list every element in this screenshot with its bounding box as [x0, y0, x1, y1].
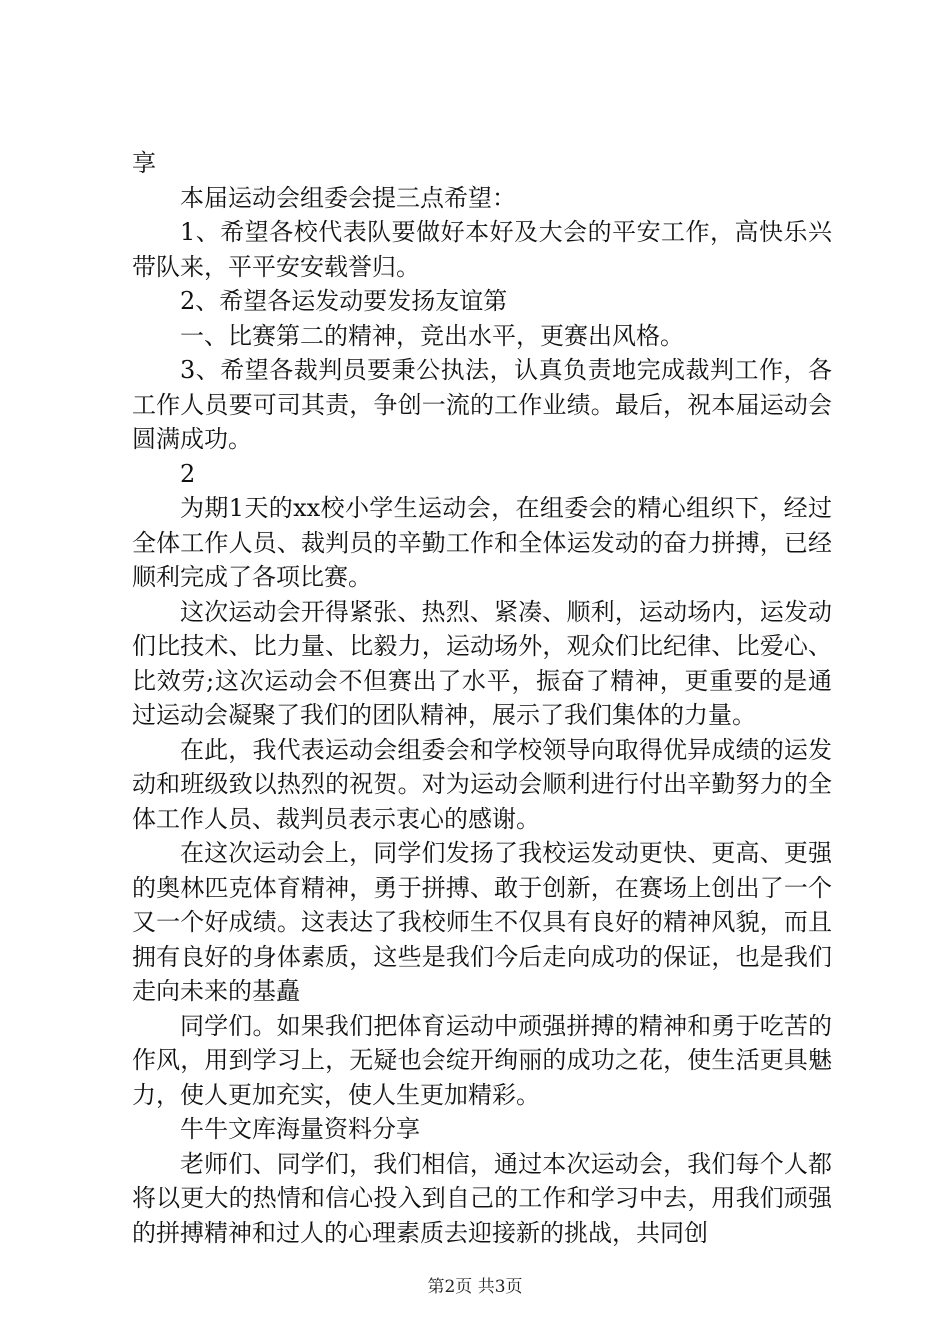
paragraph: 为期1天的xx校小学生运动会，在组委会的精心组织下，经过全体工作人员、裁判员的辛勤工作和全体运发动的奋力拼搏，已经顺利完成了各项比赛。	[132, 494, 832, 591]
paragraph: 本届运动会组委会提三点希望：	[180, 183, 516, 212]
paragraph: 1、希望各校代表队要做好本好及大会的平安工作，高快乐兴带队来，平平安安载誉归。	[132, 218, 832, 281]
paragraph: 2、希望各运发动要发扬友谊第	[180, 287, 508, 315]
paragraph: 2	[180, 459, 196, 488]
paragraph: 同学们。如果我们把体育运动中顽强拼搏的精神和勇于吃苦的作风，用到学习上，无疑也会绽开绚丽的成功之花，使生活更具魅力，使人更加充实，使人生更加精彩。	[132, 1011, 832, 1109]
page-footer	[0, 1272, 950, 1297]
paragraph: 这次运动会开得紧张、热烈、紧凑、顺利，运动场内，运发动们比技术、比力量、比毅力，运动场外，观众们比纪律、比爱心、比效劳;这次运动会不但赛出了水平，振奋了精神，更重要的是通过运动会凝聚了我们的团队精神，展示了我们集体的力量。	[132, 597, 832, 729]
paragraph: 3、希望各裁判员要秉公执法，认真负责地完成裁判工作，各工作人员要可司其责，争创一流的工作业绩。最后，祝本届运动会圆满成功。	[132, 356, 832, 453]
paragraph: 老师们、同学们，我们相信，通过本次运动会，我们每个人都将以更大的热情和信心投入到自己的工作和学习中去，用我们顽强的拼搏精神和过人的心理素质去迎接新的挑战，共同创	[132, 1149, 832, 1247]
paragraph: 享	[132, 149, 156, 177]
document-body	[132, 146, 832, 1250]
paragraph: 一、比赛第二的精神，竞出水平，更赛出风格。	[180, 321, 684, 350]
page-number-label: 第2页 共3页	[427, 1277, 523, 1297]
paragraph: 在此，我代表运动会组委会和学校领导向取得优异成绩的运发动和班级致以热烈的祝贺。对为运动会顺利进行付出辛勤努力的全体工作人员、裁判员表示衷心的感谢。	[132, 735, 832, 833]
paragraph: 牛牛文库海量资料分享	[180, 1115, 420, 1143]
paragraph: 在这次运动会上，同学们发扬了我校运发动更快、更高、更强的奥林匹克体育精神，勇于拼搏、敢于创新，在赛场上创出了一个又一个好成绩。这表达了我校师生不仅具有良好的精神风貌，而且拥有良好的身体素质，这些是我们今后走向成功的保证，也是我们走向未来的基矗	[132, 839, 832, 1005]
